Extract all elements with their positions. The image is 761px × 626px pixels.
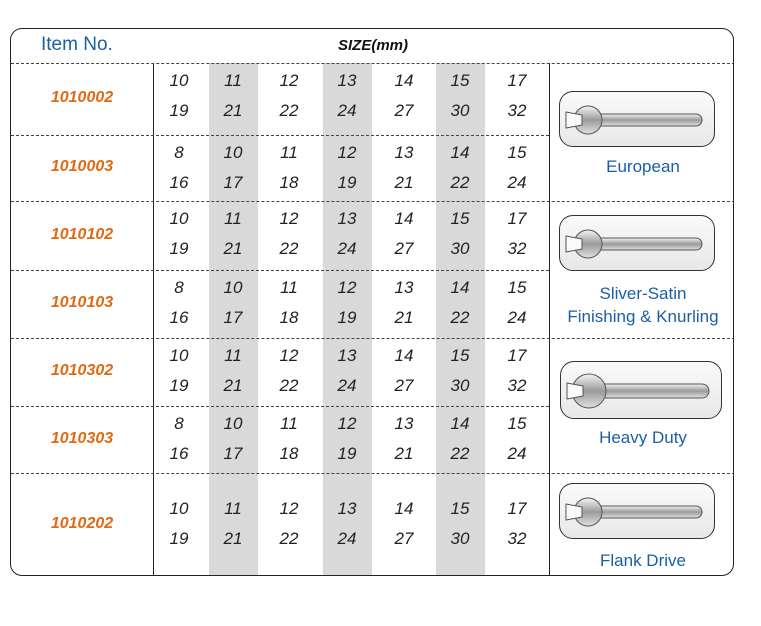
size-value: 10	[169, 499, 189, 518]
wrench-image	[560, 361, 722, 419]
size-value: 13	[394, 143, 414, 162]
size-value: 22	[450, 308, 470, 327]
size-value: 21	[394, 444, 414, 463]
size-value: 17	[507, 346, 527, 365]
size-value: 10	[169, 209, 189, 228]
size-value: 19	[337, 308, 357, 327]
size-value: 15	[450, 209, 470, 228]
size-value: 12	[337, 143, 357, 162]
size-value: 10	[169, 346, 189, 365]
size-value: 17	[223, 173, 243, 192]
size-value: 21	[223, 101, 243, 120]
size-value: 27	[394, 239, 414, 258]
wrench-type-label: Sliver-Satin	[599, 284, 687, 303]
size-value: 11	[224, 209, 242, 228]
row-divider	[11, 201, 734, 202]
size-value: 30	[450, 376, 470, 395]
wrench-type-label: European	[606, 157, 680, 176]
size-value: 19	[169, 239, 189, 258]
size-value: 22	[450, 444, 470, 463]
row-divider	[11, 135, 549, 136]
size-value: 14	[394, 71, 414, 90]
size-value: 19	[169, 529, 189, 548]
size-value: 22	[279, 101, 299, 120]
size-value: 15	[450, 71, 470, 90]
size-value: 16	[169, 308, 189, 327]
size-value: 13	[394, 278, 414, 297]
size-value: 15	[450, 346, 470, 365]
wrench-type-label: Finishing & Knurling	[567, 307, 719, 326]
wrench-type-label: Heavy Duty	[599, 428, 687, 447]
size-value: 11	[280, 278, 298, 297]
size-value: 30	[450, 529, 470, 548]
row-divider	[11, 270, 549, 271]
wrench-image	[559, 91, 715, 147]
row-divider	[11, 338, 734, 339]
item-number: 1010102	[50, 225, 114, 243]
size-value: 13	[337, 499, 357, 518]
size-value: 12	[279, 71, 299, 90]
size-value: 15	[450, 499, 470, 518]
size-value: 24	[337, 529, 357, 548]
size-value: 17	[223, 308, 243, 327]
row-divider	[11, 63, 734, 64]
size-value: 14	[394, 209, 414, 228]
size-value: 18	[279, 308, 299, 327]
size-value: 24	[337, 101, 357, 120]
size-value: 17	[507, 209, 527, 228]
size-value: 8	[174, 414, 184, 433]
size-value: 15	[507, 414, 527, 433]
size-value: 12	[279, 346, 299, 365]
size-value: 10	[169, 71, 189, 90]
size-value: 21	[223, 376, 243, 395]
size-value: 27	[394, 376, 414, 395]
size-value: 12	[279, 499, 299, 518]
size-value: 13	[394, 414, 414, 433]
size-value: 11	[224, 346, 242, 365]
size-value: 10	[223, 414, 243, 433]
item-number: 1010003	[50, 158, 114, 175]
size-value: 17	[507, 499, 527, 518]
wrench-type-label: Flank Drive	[600, 551, 686, 570]
size-value: 15	[507, 143, 527, 162]
size-value: 12	[279, 209, 299, 228]
size-header: SIZE(mm)	[337, 37, 408, 54]
size-value: 21	[394, 308, 414, 327]
size-value: 21	[223, 239, 243, 258]
item-number: 1010302	[50, 362, 114, 379]
size-value: 8	[174, 143, 184, 162]
size-value: 11	[224, 499, 242, 518]
size-value: 30	[450, 101, 470, 120]
size-value: 18	[279, 444, 299, 463]
size-value: 24	[337, 376, 357, 395]
size-value: 19	[337, 444, 357, 463]
size-value: 13	[337, 346, 357, 365]
size-value: 18	[279, 173, 299, 192]
size-value: 14	[394, 499, 414, 518]
size-value: 11	[280, 414, 298, 433]
size-value: 17	[223, 444, 243, 463]
size-value: 22	[279, 529, 299, 548]
size-value: 24	[507, 308, 527, 327]
item-number: 1010202	[50, 515, 114, 532]
size-value: 24	[507, 444, 527, 463]
size-value: 13	[337, 209, 357, 228]
row-divider	[11, 406, 549, 407]
spec-table	[10, 28, 734, 576]
size-value: 16	[169, 444, 189, 463]
size-value: 32	[507, 239, 527, 258]
size-value: 30	[450, 239, 470, 258]
size-value: 11	[224, 71, 242, 90]
size-value: 14	[450, 414, 470, 433]
size-value: 15	[507, 278, 527, 297]
size-value: 24	[337, 239, 357, 258]
column-divider	[153, 63, 154, 576]
size-value: 14	[450, 143, 470, 162]
size-value: 12	[337, 278, 357, 297]
size-value: 21	[394, 173, 414, 192]
size-value: 17	[507, 71, 527, 90]
size-value: 19	[337, 173, 357, 192]
item-number: 1010303	[50, 429, 114, 447]
wrench-image	[559, 483, 715, 539]
size-value: 27	[394, 529, 414, 548]
size-value: 14	[394, 346, 414, 365]
size-value: 32	[507, 101, 527, 120]
wrench-image	[559, 215, 715, 271]
item-number: 1010103	[50, 294, 114, 311]
item-no-header: Item No.	[41, 34, 113, 55]
size-value: 11	[280, 143, 298, 162]
item-number: 1010002	[50, 89, 114, 106]
size-value: 19	[169, 101, 189, 120]
size-value: 22	[279, 239, 299, 258]
size-value: 32	[507, 376, 527, 395]
size-value: 32	[507, 529, 527, 548]
size-value: 22	[450, 173, 470, 192]
size-value: 10	[223, 143, 243, 162]
size-value: 8	[174, 278, 184, 297]
size-value: 10	[223, 278, 243, 297]
size-value: 19	[169, 376, 189, 395]
size-value: 14	[450, 278, 470, 297]
row-divider	[11, 473, 734, 474]
size-value: 24	[507, 173, 527, 192]
size-value: 12	[337, 414, 357, 433]
column-divider	[549, 63, 550, 576]
size-value: 16	[169, 173, 189, 192]
size-value: 13	[337, 71, 357, 90]
size-value: 22	[279, 376, 299, 395]
size-value: 21	[223, 529, 243, 548]
size-value: 27	[394, 101, 414, 120]
